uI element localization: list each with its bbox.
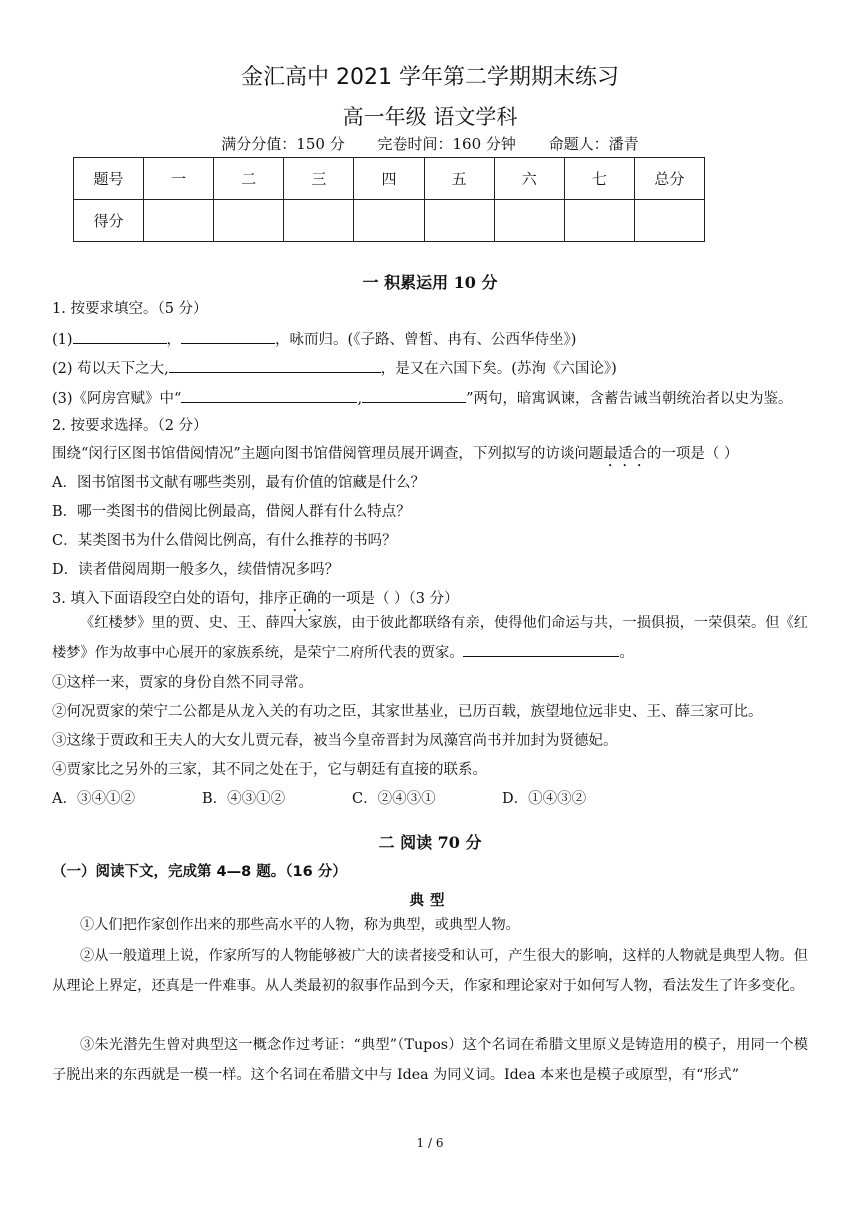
q3-emphasis-text: 正确 bbox=[287, 591, 317, 607]
score-input-cell[interactable] bbox=[424, 200, 494, 242]
section2-heading: 二 阅读 70 分 bbox=[378, 833, 482, 852]
exam-time: 完卷时间：160 分钟 bbox=[377, 135, 516, 153]
score-table bbox=[73, 157, 705, 242]
fill-blank[interactable] bbox=[73, 329, 167, 344]
score-input-cell[interactable] bbox=[354, 200, 424, 242]
score-input-cell[interactable] bbox=[634, 200, 704, 242]
reading-subhead: （一）阅读下文，完成第 4—8 题。（16 分） bbox=[52, 864, 347, 880]
score-table-cell: 四 bbox=[354, 158, 424, 200]
score-row-label: 得分 bbox=[74, 200, 144, 242]
q2-option-b[interactable]: B．哪一类图书的借阅比例最高，借阅人群有什么特点？ bbox=[52, 504, 411, 520]
fill-blank[interactable] bbox=[169, 358, 381, 373]
fill-blank[interactable] bbox=[181, 329, 275, 344]
q3-sentence-4: ④贾家比之另外的三家，其不同之处在于，它与朝廷有直接的联系。 bbox=[52, 762, 487, 778]
q1-3-suffix: ”两句，暗寓讽谏，含蓄告诫当朝统治者以史为鉴。 bbox=[466, 391, 793, 407]
score-table-cell: 六 bbox=[494, 158, 564, 200]
score-input-cell[interactable] bbox=[284, 200, 354, 242]
score-table-score-row bbox=[74, 200, 705, 242]
score-table-header-row bbox=[74, 158, 705, 200]
article-paragraph-1: ①人们把作家创作出来的那些高水平的人物，称为典型，或典型人物。 bbox=[80, 917, 520, 933]
score-input-cell[interactable] bbox=[214, 200, 284, 242]
question-1-stem: 1. 按要求填空。（5 分） bbox=[52, 301, 208, 317]
q3-sentence-3: ③这缘于贾政和王夫人的大女儿贾元春，被当今皇帝晋封为凤藻宫尚书并加封为贤德妃。 bbox=[52, 733, 618, 749]
question-2-stem: 2. 按要求选择。（2 分） bbox=[52, 418, 208, 434]
question-1-2 bbox=[52, 358, 812, 379]
score-input-cell[interactable] bbox=[564, 200, 634, 242]
full-score: 满分分值：150 分 bbox=[221, 135, 345, 153]
score-input-cell[interactable] bbox=[144, 200, 214, 242]
q3-option-a[interactable]: A．③④①② bbox=[52, 791, 135, 807]
q3-option-b[interactable]: B．④③①② bbox=[202, 791, 286, 807]
article-paragraph-2: ②从一般道理上说，作家所写的人物能够被广大的读者接受和认可，产生很大的影响，这样的人物就是典型人物。但从理论上界定，还真是一件难事。从人类最初的叙事作品到今天，作家和理论家对于如何写人物，看法发生了许多变化。 bbox=[52, 948, 808, 994]
q2-option-d[interactable]: D．读者借阅周期一般多久，续借情况多吗？ bbox=[52, 562, 340, 578]
q3-stem-end: 的一项是（ ）（3 分） bbox=[316, 591, 459, 607]
article-title: 典型 bbox=[409, 892, 451, 909]
section1-heading: 一 积累运用 10 分 bbox=[362, 273, 498, 292]
fill-blank[interactable] bbox=[463, 642, 619, 657]
score-table-cell: 一 bbox=[144, 158, 214, 200]
q3-stem-text: 3. 填入下面语段空白处的语句，排序 bbox=[52, 591, 288, 607]
q2-prompt-text: 围绕“闵行区图书馆借阅情况”主题向图书馆借阅管理员展开调查，下列拟写的访谈问题 bbox=[52, 446, 604, 462]
score-input-cell[interactable] bbox=[494, 200, 564, 242]
exam-title: 金汇高中 2021 学年第二学期期末练习 bbox=[241, 65, 619, 90]
page-number: 1 / 6 bbox=[416, 1136, 444, 1150]
exam-meta bbox=[0, 133, 860, 154]
score-table-cell: 七 bbox=[564, 158, 634, 200]
q3-sentence-2: ②何况贾家的荣宁二公都是从龙入关的有功之臣，其家世基业，已历百载，族望地位远非史、王、薛三家可比。 bbox=[52, 704, 763, 720]
q1-3-prefix: (3)《阿房宫赋》中“ bbox=[52, 391, 182, 407]
fill-blank[interactable] bbox=[362, 388, 466, 403]
score-table-cell: 二 bbox=[214, 158, 284, 200]
fill-blank[interactable] bbox=[181, 388, 357, 403]
q2-option-c[interactable]: C．某类图书为什么借阅比例高，有什么推荐的书吗？ bbox=[52, 533, 397, 549]
score-table-cell: 三 bbox=[284, 158, 354, 200]
q1-1-prefix: (1) bbox=[52, 332, 73, 348]
exam-subtitle: 高一年级 语文学科 bbox=[342, 105, 518, 129]
q2-emphasis-text: 最适合 bbox=[603, 446, 647, 462]
q2-prompt-end: 的一项是（ ） bbox=[646, 446, 739, 462]
q3-passage: 《红楼梦》里的贾、史、王、薛四大家族，由于彼此都联络有亲，使得他们命运与共，一损俱损，一荣俱荣。但《红楼梦》作为故事中心展开的家族系统，是荣宁二府所代表的贾家。 。 bbox=[52, 615, 808, 661]
score-table-cell: 总分 bbox=[634, 158, 704, 200]
question-2-prompt bbox=[52, 444, 812, 470]
question-1-1: (1) ， ，咏而归。(《子路、曾皙、冉有、公西华侍坐》) bbox=[52, 329, 812, 350]
score-table-cell: 五 bbox=[424, 158, 494, 200]
question-1-3: (3)《阿房宫赋》中“ , ”两句，暗寓讽谏，含蓄告诫当朝统治者以史为鉴。 bbox=[52, 388, 812, 409]
q2-option-a[interactable]: A．图书馆图书文献有哪些类别，最有价值的馆藏是什么？ bbox=[52, 475, 425, 491]
score-table-cell: 题号 bbox=[74, 158, 144, 200]
q3-option-c[interactable]: C．②④③① bbox=[352, 791, 436, 807]
q3-options bbox=[52, 787, 586, 808]
q1-2-suffix: ，是又在六国下矣。(苏洵《六国论》) bbox=[380, 361, 617, 377]
exam-author: 命题人：潘青 bbox=[548, 135, 639, 153]
q3-passage-text: 《红楼梦》里的贾、史、王、薛四大家族，由于彼此都联络有亲，使得他们命运与共，一损俱损，一荣俱荣。但《红楼梦》作为故事中心展开的家族系统，是荣宁二府所代表的贾家。 bbox=[52, 615, 808, 661]
article-paragraph-3: ③朱光潜先生曾对典型这一概念作过考证：“典型”（Tupos）这个名词在希腊文里原义是铸造用的模子，用同一个模子脱出来的东西就是一模一样。这个名词在希腊文中与 Idea 为同义词。Idea 本来也是模子或原型，有“形式” bbox=[52, 1037, 808, 1083]
q3-sentence-1: ①这样一来，贾家的身份自然不同寻常。 bbox=[52, 675, 313, 691]
q3-option-d[interactable]: D．①④③② bbox=[502, 791, 587, 807]
q1-2-prefix: (2) 苟以天下之大, bbox=[52, 361, 169, 377]
q1-1-suffix: ，咏而归。(《子路、曾皙、冉有、公西华侍坐》) bbox=[275, 332, 577, 348]
